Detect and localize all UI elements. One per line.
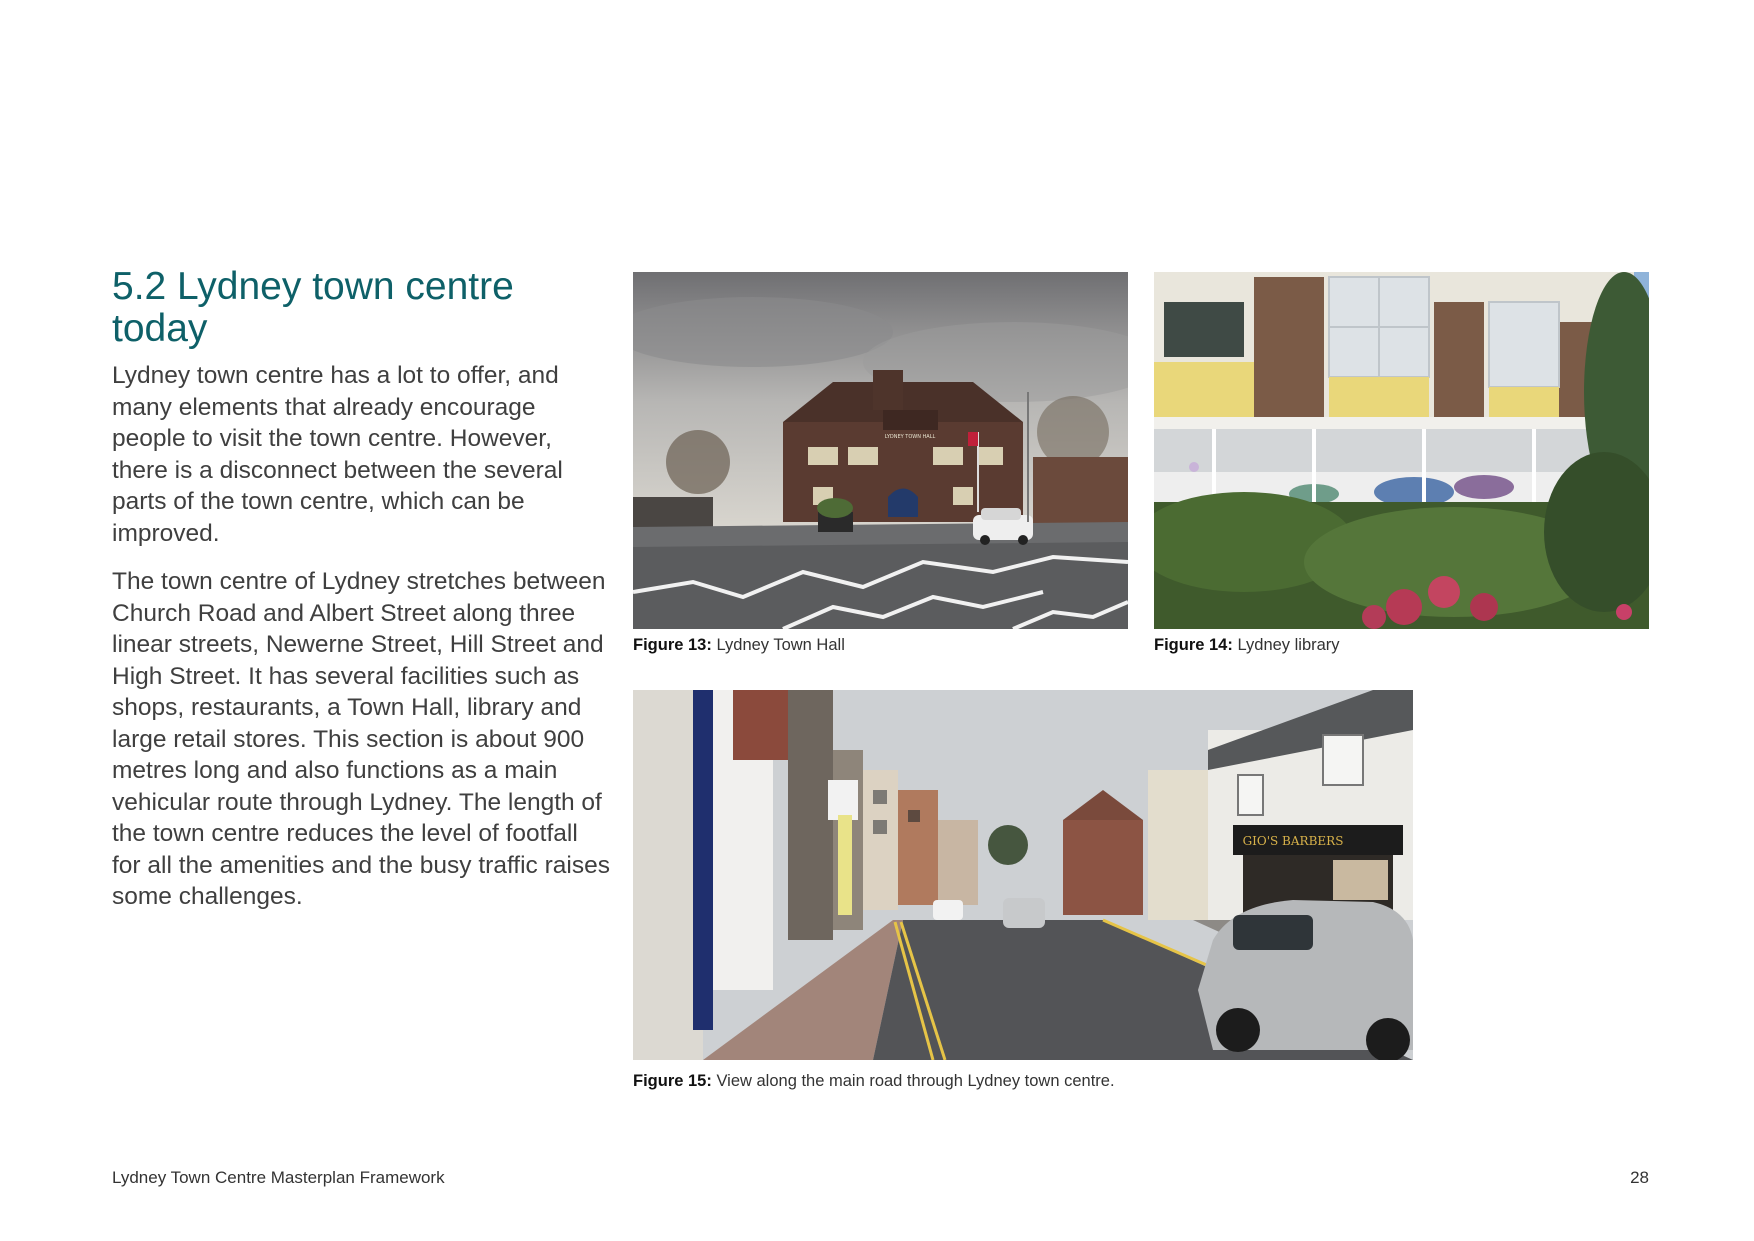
figure-15-label: Figure 15: [633, 1072, 712, 1090]
library-photo [1154, 272, 1649, 629]
street-view-photo [633, 690, 1413, 1060]
figure-13-caption [633, 635, 845, 655]
footer-document-title: Lydney Town Centre Masterplan Framework [112, 1168, 445, 1187]
figure-15-text: View along the main road through Lydney town centre. [716, 1072, 1115, 1090]
figure-15-caption [633, 1071, 1115, 1091]
section-heading: 5.2 Lydney town centre today [112, 265, 514, 350]
page-number: 28 [1630, 1168, 1649, 1187]
intro-paragraph: Lydney town centre has a lot to offer, and many elements that already encourage people to visit the town centre. However, there is a disconnect between the several parts of the town centre, which can be improved. [112, 362, 563, 547]
description-paragraph: The town centre of Lydney stretches between Church Road and Albert Street along three linear streets, Newerne Street, Hill Street and High Street. It has several facilities such as shops, restaurants, a Town Hall, library and large retail stores. This section is about 900 metres long and also functions as a main vehicular route through Lydney. The length of the town centre reduces the level of footfall for all the amenities and the busy traffic raises some challenges. [112, 568, 610, 910]
town-hall-photo [633, 272, 1128, 629]
figure-13-label: Figure 13: [633, 636, 712, 654]
figure-14-label: Figure 14: [1154, 636, 1233, 654]
town-hall-sign: LYDNEY TOWN HALL [884, 434, 936, 440]
figure-13-text: Lydney Town Hall [716, 636, 845, 654]
barber-sign: GIO'S BARBERS [1242, 834, 1344, 848]
figure-14-text: Lydney library [1237, 636, 1340, 654]
figure-14-caption [1154, 635, 1340, 655]
